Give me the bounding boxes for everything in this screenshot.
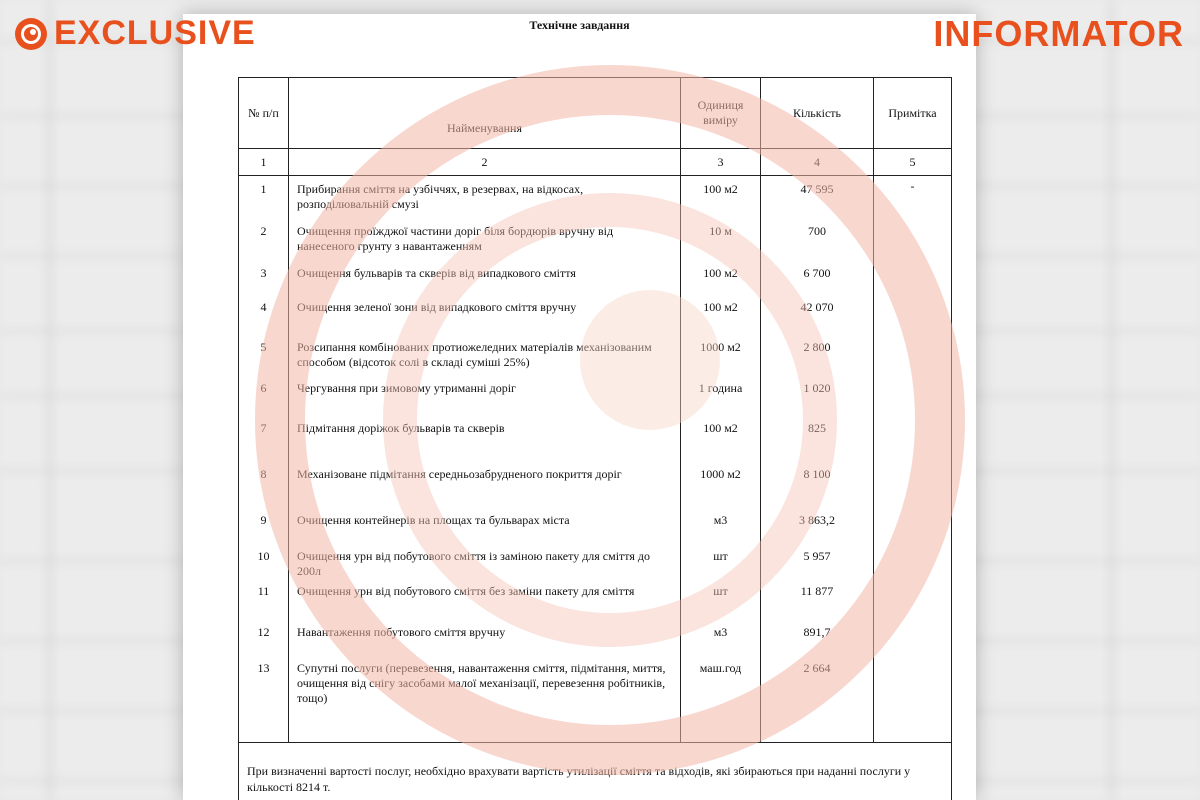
footnote: При визначенні вартості послуг, необхідно врахувати вартість утилізації сміття та відходів, які збираються при наданні послуги у кількості 8214 т. — [239, 743, 952, 800]
num-column — [239, 176, 289, 743]
row-unit: м3 — [713, 513, 728, 527]
row-quantity: 42 070 — [800, 300, 834, 314]
row-quantity: 1 020 — [803, 381, 831, 395]
row-number: 1 — [260, 182, 267, 196]
note-column — [874, 176, 952, 743]
header-note: Примітка — [874, 78, 952, 149]
row-name: Очищення бульварів та скверів від випадкового сміття — [297, 266, 576, 280]
row-number: 9 — [260, 513, 267, 527]
row-name: Чергування при зимовому утриманні доріг — [297, 381, 516, 395]
row-number: 12 — [257, 625, 270, 639]
row-unit: 100 м2 — [703, 300, 738, 314]
row-number: 6 — [260, 381, 267, 395]
row-unit: 1000 м2 — [700, 340, 741, 354]
document-page — [183, 14, 976, 800]
row-unit: 100 м2 — [703, 182, 738, 196]
row-name: Механізоване підмітання середньозабрудненого покриття доріг — [297, 467, 622, 481]
row-unit: 100 м2 — [703, 421, 738, 435]
row-name: Очищення зеленої зони від випадкового сміття вручну — [297, 300, 577, 314]
exclusive-label: EXCLUSIVE — [54, 14, 256, 52]
row-unit: 10 м — [709, 224, 732, 238]
row-number: 2 — [260, 224, 267, 238]
row-quantity: 891,7 — [803, 625, 831, 639]
note-mark: - — [910, 179, 915, 193]
row-unit: маш.год — [699, 661, 742, 675]
row-name: Очищення урн від побутового сміття без заміни пакету для сміття — [297, 584, 635, 598]
document-title: Технічне завдання — [529, 18, 630, 32]
eye-logo-icon — [14, 17, 48, 51]
row-quantity: 47 595 — [800, 182, 834, 196]
header-name: Найменування — [289, 78, 681, 149]
row-unit: м3 — [713, 625, 728, 639]
row-number: 3 — [260, 266, 267, 280]
row-quantity: 700 — [808, 224, 826, 238]
bg-line — [1110, 0, 1113, 800]
row-name: Очищення контейнерів на площах та бульварах міста — [297, 513, 570, 527]
column-number: 1 — [239, 149, 289, 176]
row-quantity: 8 100 — [803, 467, 831, 481]
header-qty: Кількість — [761, 78, 874, 149]
exclusive-logo — [14, 14, 256, 53]
row-quantity: 5 957 — [803, 549, 831, 563]
row-quantity: 2 800 — [803, 340, 831, 354]
row-number: 8 — [260, 467, 267, 481]
row-quantity: 6 700 — [803, 266, 831, 280]
row-number: 11 — [257, 584, 270, 598]
unit-column — [681, 176, 761, 743]
row-unit: 1 година — [698, 381, 743, 395]
column-number: 4 — [761, 149, 874, 176]
row-name: Підмітання доріжок бульварів та скверів — [297, 421, 505, 435]
header-unit: Одиниця виміру — [681, 78, 761, 149]
row-unit: 100 м2 — [703, 266, 738, 280]
informator-logo: INFORMATOR — [933, 13, 1184, 54]
row-name: Супутні послуги (перевезення, навантаження сміття, підмітання, миття, очищення від снігу засобами малої механізації, перевезення робітників, тощо) — [297, 661, 666, 705]
header-num: № п/п — [239, 78, 289, 149]
row-name: Очищення проїжджої частини доріг біля бордюрів вручну від нанесеного грунту з навантаженням — [297, 224, 614, 253]
row-unit: шт — [713, 549, 728, 563]
row-number: 10 — [257, 549, 270, 563]
row-quantity: 825 — [808, 421, 826, 435]
row-name: Прибирання сміття на узбіччях, в резервах, на відкосах, розподілювальній смузі — [297, 182, 584, 211]
row-number: 7 — [260, 421, 267, 435]
row-quantity: 3 863,2 — [799, 513, 835, 527]
qty-column — [761, 176, 874, 743]
column-number: 2 — [289, 149, 681, 176]
row-number: 13 — [257, 661, 270, 675]
row-name: Розсипання комбінованих протиожеледних матеріалів механізованим способом (відсоток солі в складі суміші 25%) — [297, 340, 652, 369]
row-number: 5 — [260, 340, 267, 354]
row-quantity: 2 664 — [803, 661, 831, 675]
row-unit: шт — [713, 584, 728, 598]
row-number: 4 — [260, 300, 267, 314]
specification-table — [238, 77, 952, 800]
row-quantity: 11 877 — [800, 584, 834, 598]
name-column — [289, 176, 681, 743]
column-number: 3 — [681, 149, 761, 176]
row-name: Очищення урн від побутового сміття із заміною пакету для сміття до 200л — [297, 549, 651, 578]
row-name: Навантаження побутового сміття вручну — [297, 625, 506, 639]
row-unit: 1000 м2 — [700, 467, 741, 481]
bg-line — [48, 0, 51, 800]
column-number: 5 — [874, 149, 952, 176]
